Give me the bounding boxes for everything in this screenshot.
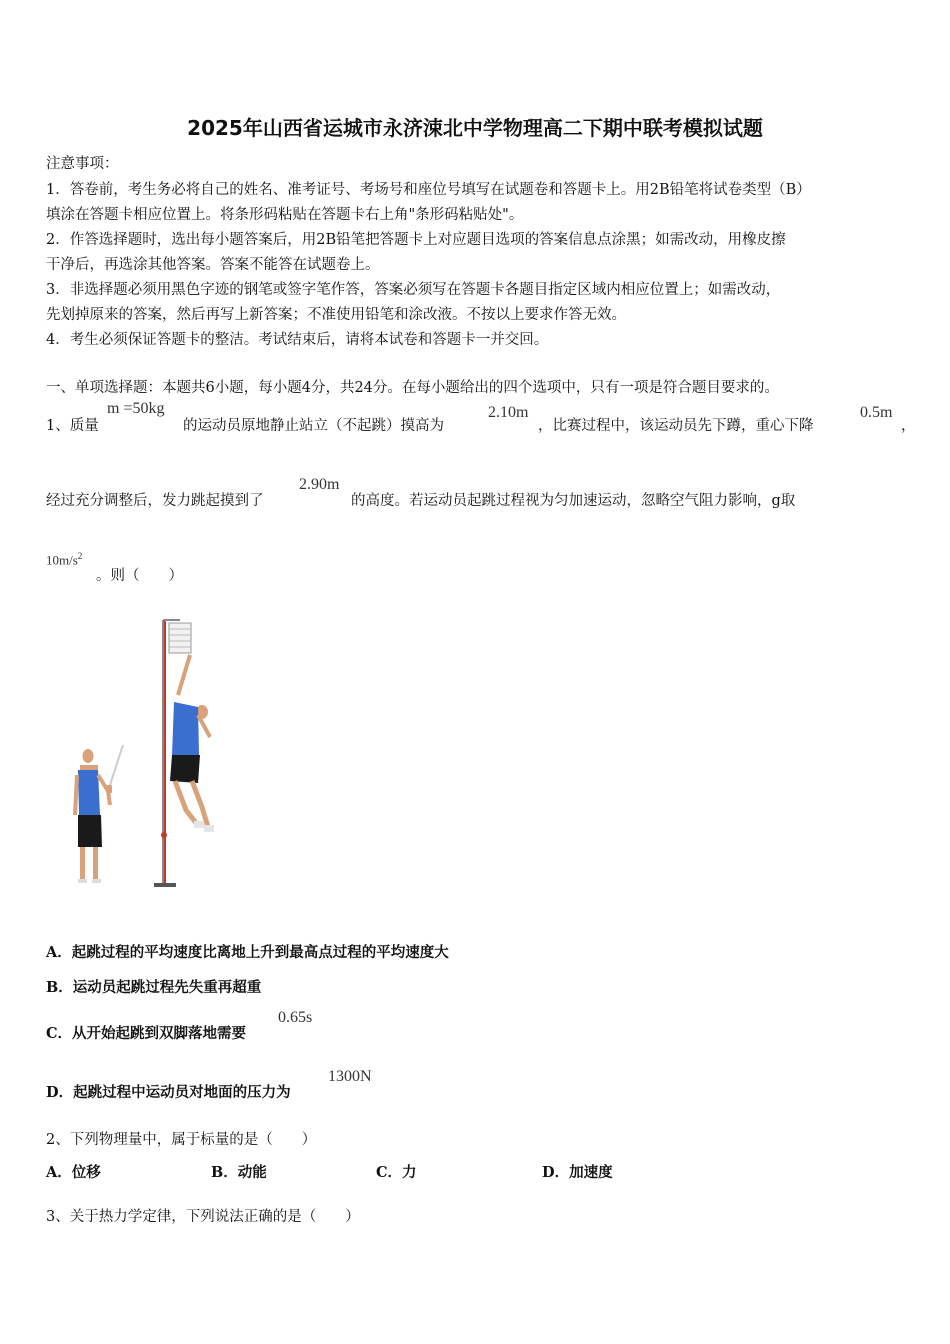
jump-reach-figure (68, 615, 238, 895)
q2-option-c: C．力 (376, 1164, 417, 1181)
q1-height-standing: 2.10m (488, 404, 529, 421)
q1-stem-f: 的高度。若运动员起跳过程视为匀加速运动，忽略空气阻力影响，g取 (351, 493, 796, 509)
q1-option-c: C．从开始起跳到双脚落地需要 (46, 1025, 247, 1042)
q1-option-d-value: 1300N (328, 1068, 372, 1085)
q1-crouch-depth: 0.5m (860, 404, 893, 421)
q1-option-d: D．起跳过程中运动员对地面的压力为 (46, 1084, 291, 1101)
page-title: 2025年山西省运城市永济涑北中学物理高二下期中联考模拟试题 (187, 116, 763, 140)
gravity-exponent: 2 (77, 551, 83, 561)
q1-gravity-value (46, 551, 82, 568)
notice-line: 先划掉原来的答案，然后再写上新答案；不准使用铅笔和涂改液。不按以上要求作答无效。 (46, 307, 626, 323)
notice-line: 填涂在答题卡相应位置上。将条形码粘贴在答题卡右上角"条形码粘贴处"。 (46, 207, 524, 223)
notice-line: 3．非选择题必须用黑色字迹的钢笔或签字笔作答，答案必须写在答题卡各题目指定区域内相应位置上；如需改动， (46, 282, 781, 298)
q1-option-a: A．起跳过程的平均速度比离地上升到最高点过程的平均速度大 (46, 944, 449, 961)
notice-heading: 注意事项： (46, 156, 119, 172)
q2-option-a: A．位移 (46, 1164, 101, 1181)
q1-stem-b: 的运动员原地静止站立（不起跳）摸高为 (183, 418, 444, 434)
q1-stem-g: 。则（ ） (96, 568, 183, 584)
q1-option-b: B．运动员起跳过程先失重再超重 (46, 979, 262, 996)
q2-option-d: D．加速度 (542, 1164, 613, 1181)
gravity-unit: 10m/s (46, 552, 78, 568)
jumping-athlete (170, 655, 214, 832)
q1-height-jump: 2.90m (299, 476, 340, 493)
q3-stem: 3、关于热力学定律，下列说法正确的是（ ） (46, 1209, 360, 1225)
q1-stem-c: ，比赛过程中，该运动员先下蹲，重心下降 (538, 418, 814, 434)
notice-line: 干净后，再选涂其他答案。答案不能答在试题卷上。 (46, 257, 380, 273)
q2-stem: 2、下列物理量中，属于标量的是（ ） (46, 1132, 317, 1148)
q1-stem-d: ， (901, 418, 916, 434)
standing-athlete (75, 745, 123, 883)
notice-line: 2．作答选择题时，选出每小题答案后，用2B铅笔把答题卡上对应题目选项的答案信息点涂黑；如需改动，用橡皮擦 (46, 232, 786, 248)
notice-line: 4．考生必须保证答题卡的整洁。考试结束后，请将本试卷和答题卡一并交回。 (46, 332, 549, 348)
q1-mass-value: m =50kg (107, 400, 165, 417)
q1-option-c-value: 0.65s (278, 1009, 313, 1026)
notice-line: 1．答卷前，考生务必将自己的姓名、准考证号、考场号和座位号填写在试题卷和答题卡上。用2B铅笔将试卷类型（B） (46, 182, 811, 198)
q1-stem-e: 经过充分调整后，发力跳起摸到了 (46, 493, 264, 509)
q2-option-b: B．动能 (211, 1164, 267, 1181)
section-heading: 一、单项选择题：本题共6小题，每小题4分，共24分。在每小题给出的四个选项中，只有一项是符合题目要求的。 (46, 380, 779, 396)
q1-stem-a: 1、质量 (46, 418, 99, 434)
